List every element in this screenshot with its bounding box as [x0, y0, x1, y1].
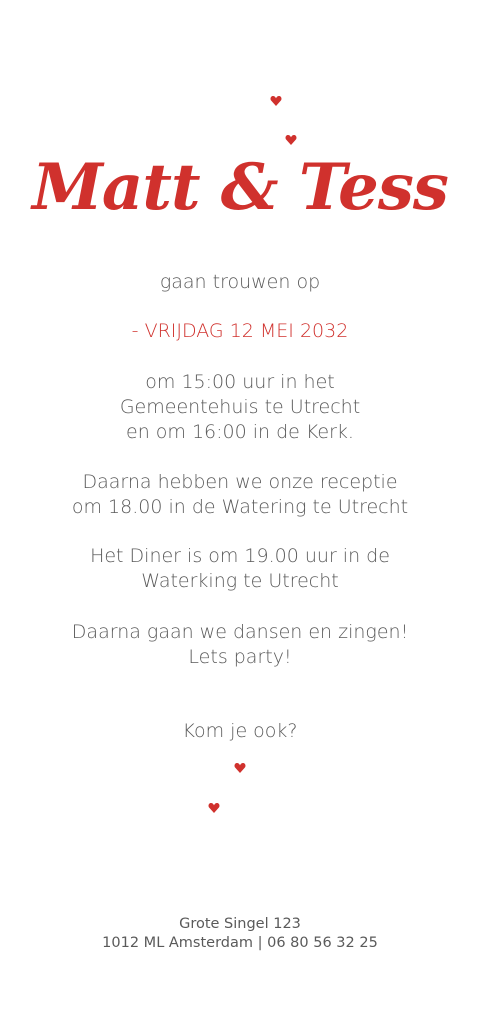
intro-text: gaan trouwen op	[159, 271, 321, 293]
heart-icon	[234, 762, 246, 774]
address-line-1: Grote Singel 123	[179, 916, 301, 932]
rsvp-question: Kom je ook?	[182, 720, 298, 742]
ceremony-line-2: Gemeentehuis te Utrecht	[119, 396, 361, 418]
reception-line-2: om 18.00 in de Watering te Utrecht	[71, 496, 409, 518]
reception-line-1: Daarna hebben we onze receptie	[82, 471, 398, 493]
party-line-2: Lets party!	[188, 646, 292, 668]
ceremony-line-3: en om 16:00 in de Kerk.	[126, 421, 354, 443]
wedding-date: - VRIJDAG 12 MEI 2032	[131, 320, 349, 342]
heart-icon	[270, 95, 282, 107]
party-line-1: Daarna gaan we dansen en zingen!	[71, 621, 409, 643]
address-line-2: 1012 ML Amsterdam | 06 80 56 32 25	[102, 935, 378, 951]
dinner-line-1: Het Diner is om 19.00 uur in de	[90, 545, 390, 567]
ceremony-line-1: om 15:00 uur in het	[145, 371, 335, 393]
heart-icon	[208, 802, 220, 814]
dinner-line-2: Waterking te Utrecht	[141, 570, 339, 592]
couple-names-title: Matt & Tess	[32, 150, 448, 225]
